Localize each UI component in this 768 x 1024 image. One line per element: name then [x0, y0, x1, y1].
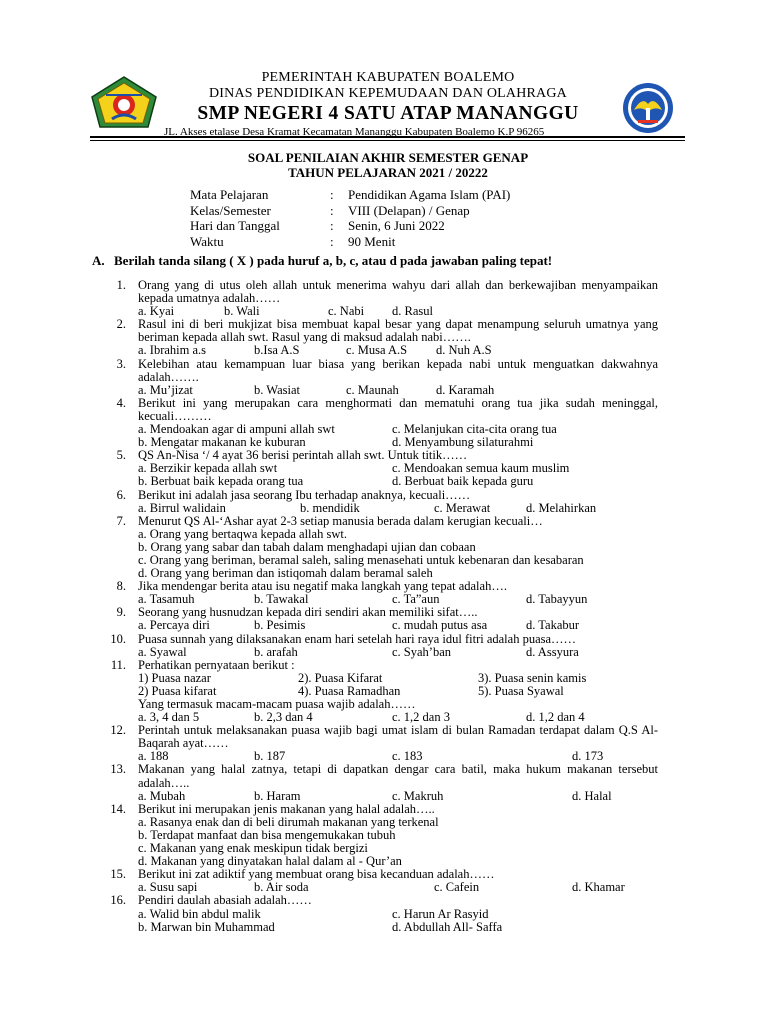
option-a[interactable]: a. Orang yang bertaqwa kepada allah swt. [138, 526, 347, 541]
question-text: Orang yang di utus oleh allah untuk menerima wahyu dari allah dan berkewajiban menyampaikan kepada umatnya adalah…… [138, 278, 658, 306]
question-item [96, 803, 658, 868]
option-d[interactable]: d. Tabayyun [526, 592, 588, 607]
options-row [138, 541, 658, 554]
info-value: 90 Menit [348, 233, 396, 249]
option-d[interactable]: d. Halal [572, 788, 612, 803]
info-label: Waktu [190, 233, 224, 249]
option-a[interactable]: a. Berzikir kepada allah swt [138, 461, 278, 476]
question-item [96, 279, 658, 318]
options-row [138, 619, 658, 632]
question-text: Perhatikan pernyataan berikut : [138, 657, 295, 672]
option-a[interactable]: a. Ibrahim a.s [138, 343, 207, 358]
options-row [138, 528, 658, 541]
options-row [138, 790, 658, 803]
option-c[interactable]: c. Cafein [434, 880, 480, 895]
option-d[interactable]: d. Melahirkan [526, 500, 597, 515]
department-line: DINAS PENDIDIKAN KEPEMUDAAN DAN OLAHRAGA [209, 86, 567, 101]
info-row-subject [190, 187, 510, 203]
option-a[interactable]: a. Syawal [138, 644, 187, 659]
option-a[interactable]: a. Percaya diri [138, 618, 210, 633]
question-text: Berikut ini merupakan jenis makanan yang halal adalah….. [138, 801, 435, 816]
section-label: A. [92, 253, 105, 268]
question-text: Menurut QS Al-‘Ashar ayat 2-3 setiap manusia berada dalam kerugian kecuali… [138, 513, 543, 528]
info-row-date [190, 218, 510, 234]
question-item [96, 358, 658, 397]
option-c[interactable]: c. Makanan yang enak meskipun tidak bergizi [138, 841, 368, 856]
academic-year: TAHUN PELAJARAN 2021 / 20222 [288, 165, 488, 180]
question-item [96, 515, 658, 580]
question-text: Rasul ini di beri mukjizat bisa membuat kapal besar yang dapat menampung seluruh umatnya yang beriman kepada allah swt. Rasul yang di maksud adalah nabi……. [138, 317, 658, 345]
statement-row [138, 685, 658, 698]
question-item [96, 894, 658, 933]
question-item [96, 633, 658, 659]
option-d[interactable]: d. Berbuat baik kepada guru [392, 474, 534, 489]
question-text: Makanan yang halal zatnya, tetapi di dapatkan dengar cara batil, maka hukum makanan tersebut adalah….. [138, 762, 658, 790]
exam-title: SOAL PENILAIAN AKHIR SEMESTER GENAP [247, 150, 529, 165]
question-number: 7. [116, 513, 126, 528]
options-row [138, 921, 658, 934]
option-d[interactable]: d. Karamah [436, 382, 495, 397]
question-number: 2. [116, 317, 126, 332]
options-row [138, 502, 658, 515]
option-d[interactable]: d. 1,2 dan 4 [526, 710, 585, 725]
options-row [138, 344, 658, 357]
option-d[interactable]: d. Menyambung silaturahmi [392, 435, 534, 450]
question-number: 10. [110, 631, 126, 646]
question-item [96, 489, 658, 515]
option-b[interactable]: b. arafah [254, 644, 298, 659]
question-item [96, 724, 658, 763]
option-d[interactable]: d. 173 [572, 749, 604, 764]
option-b[interactable]: b. mendidik [300, 500, 360, 515]
option-d[interactable]: d. Rasul [392, 304, 433, 319]
government-line: PEMERINTAH KABUPATEN BOALEMO [261, 70, 515, 85]
letterhead-rule-thin [90, 140, 685, 141]
question-number: 1. [116, 278, 126, 292]
question-number: 6. [116, 487, 126, 502]
option-c[interactable]: c. Merawat [434, 500, 491, 515]
option-b[interactable]: b. Air soda [254, 880, 309, 895]
question-text: Pendiri daulah abasiah adalah…… [138, 893, 312, 908]
statement-item: 1) Puasa nazar [138, 670, 211, 685]
option-c[interactable]: c. Harun Ar Rasyid [392, 906, 489, 921]
option-b[interactable]: b. Mengatar makanan ke kuburan [138, 435, 306, 450]
question-number: 11. [110, 657, 126, 672]
statement-row [138, 672, 658, 685]
info-colon: : [330, 187, 334, 202]
info-value: Senin, 6 Juni 2022 [348, 218, 445, 233]
info-colon: : [330, 202, 334, 218]
letterhead-rule-thick [90, 136, 685, 138]
question-number: 16. [110, 893, 126, 908]
option-b[interactable]: b. Wali [224, 304, 260, 319]
statement-item: 3). Puasa senin kamis [478, 670, 587, 685]
question-number: 3. [116, 356, 126, 371]
option-b[interactable]: b. Terdapat manfaat dan bisa mengemukakan tubuh [138, 827, 396, 842]
option-b[interactable]: b. Tawakal [254, 592, 309, 607]
statement-item: 5). Puasa Syawal [478, 683, 564, 698]
info-label: Kelas/Semester [190, 202, 271, 218]
option-d[interactable]: d. Orang yang beriman dan istiqomah dalam beramal saleh [138, 566, 433, 581]
option-b[interactable]: b. Berbuat baik kepada orang tua [138, 474, 304, 489]
question-number: 4. [116, 395, 126, 410]
option-b[interactable]: b. Orang yang sabar dan tabah dalam menghadapi ujian dan cobaan [138, 539, 476, 554]
question-item [96, 580, 658, 606]
question-item [96, 606, 658, 632]
question-item [96, 763, 658, 802]
question-list [96, 279, 658, 934]
question-item [96, 449, 658, 488]
option-c[interactable]: c. Melanjukan cita-cita orang tua [392, 422, 557, 437]
question-text: Berikut ini yang merupakan cara menghormati dan mematuhi orang tua jika sudah meninggal, kecuali……… [138, 395, 658, 423]
question-number: 12. [110, 723, 126, 738]
info-colon: : [330, 218, 334, 233]
question-item [96, 868, 658, 894]
question-number: 5. [116, 448, 126, 463]
option-a[interactable]: a. Mu’jizat [138, 382, 193, 397]
question-text: Puasa sunnah yang dilaksanakan enam hari setelah hari raya idul fitri adalah puasa…… [138, 631, 577, 646]
section-text: Berilah tanda silang ( X ) pada huruf a, b, c, atau d pada jawaban paling tepat! [114, 253, 553, 268]
option-b[interactable]: b. Wasiat [254, 382, 300, 397]
options-row [138, 384, 658, 397]
option-d[interactable]: d. Takabur [526, 618, 580, 633]
info-row-time [190, 234, 510, 250]
option-a[interactable]: a. Mubah [138, 788, 186, 803]
exam-info [190, 187, 510, 249]
letterhead [88, 70, 688, 138]
question-item [96, 318, 658, 357]
options-row [138, 908, 658, 921]
question-number: 8. [116, 579, 126, 594]
option-a[interactable]: a. 3, 4 dan 5 [138, 710, 200, 725]
option-d[interactable]: d. Khamar [572, 880, 625, 895]
option-d[interactable]: d. Nuh A.S [436, 343, 492, 358]
option-c[interactable]: c. Maunah [346, 382, 399, 397]
option-d[interactable]: d. Makanan yang dinyatakan halal dalam al - Qur’an [138, 854, 402, 869]
info-value: Pendidikan Agama Islam (PAI) [348, 187, 511, 202]
question-number: 15. [110, 867, 126, 882]
option-c[interactable]: c. Syah’ban [392, 644, 452, 659]
options-row [138, 816, 658, 829]
option-c[interactable]: c. mudah putus asa [392, 618, 488, 633]
option-c[interactable]: c. Nabi [328, 304, 365, 319]
statement-item: 4). Puasa Ramadhan [298, 683, 401, 698]
info-label: Mata Pelajaran [190, 187, 269, 202]
school-address: JL. Akses etalase Desa Kramat Kecamatan Mananggu Kabupaten Boalemo K.P 96265 [164, 126, 545, 138]
question-text-continued: Yang termasuk macam-macam puasa wajib adalah…… [138, 697, 416, 711]
option-c[interactable]: c. 1,2 dan 3 [392, 710, 450, 725]
option-b[interactable]: b. 187 [254, 749, 286, 764]
question-item [96, 659, 658, 724]
option-a[interactable]: a. Tasamuh [138, 592, 195, 607]
question-item [96, 397, 658, 449]
question-text: Berikut ini zat adiktif yang membuat orang bisa kecanduan adalah…… [138, 867, 495, 882]
option-c[interactable]: c. Makruh [392, 788, 444, 803]
option-c[interactable]: c. Orang yang beriman, beramal saleh, saling menasehati untuk kebenaran dan kesabaran [138, 552, 584, 567]
school-name: SMP NEGERI 4 SATU ATAP MANANGGU [197, 103, 579, 124]
option-c[interactable]: c. Ta”aun [392, 592, 440, 607]
option-b[interactable]: b.Isa A.S [254, 343, 300, 358]
options-row [138, 475, 658, 488]
option-d[interactable]: d. Abdullah All- Saffa [392, 919, 503, 934]
option-b[interactable]: b. 2,3 dan 4 [254, 710, 313, 725]
statement-item: 2). Puasa Kifarat [298, 670, 383, 685]
option-a[interactable]: a. Mendoakan agar di ampuni allah swt [138, 422, 335, 437]
statement-item: 2) Puasa kifarat [138, 683, 217, 698]
info-value: VIII (Delapan) / Genap [348, 202, 470, 218]
option-a[interactable]: a. Walid bin abdul malik [138, 906, 261, 921]
info-label: Hari dan Tanggal [190, 218, 280, 233]
option-b[interactable]: b. Haram [254, 788, 301, 803]
option-b[interactable]: b. Pesimis [254, 618, 306, 633]
option-c[interactable]: c. Mendoakan semua kaum muslim [392, 461, 570, 476]
option-b[interactable]: b. Marwan bin Muhammad [138, 919, 275, 934]
info-colon: : [330, 233, 334, 249]
option-a[interactable]: a. Kyai [138, 304, 175, 319]
question-text: Seorang yang husnudzan kepada diri sendiri akan memiliki sifat….. [138, 605, 478, 620]
info-row-class [190, 203, 510, 219]
option-c[interactable]: c. 183 [392, 749, 423, 764]
section-instruction [92, 253, 552, 269]
question-number: 9. [116, 605, 126, 620]
question-text: Kelebihan atau kemampuan luar biasa yang berikan kepada nabi untuk menguatkan dakwahnya adalah……. [138, 356, 658, 384]
question-number: 14. [110, 801, 126, 816]
options-row [138, 646, 658, 659]
question-text: Berikut ini adalah jasa seorang Ibu terhadap anaknya, kecuali…… [138, 487, 471, 502]
option-a[interactable]: a. 188 [138, 749, 169, 764]
option-c[interactable]: c. Musa A.S [346, 343, 408, 358]
question-number: 13. [110, 762, 126, 777]
option-a[interactable]: a. Rasanya enak dan di beli dirumah makanan yang terkenal [138, 814, 439, 829]
option-d[interactable]: d. Assyura [526, 644, 579, 659]
question-text: Perintah untuk melaksanakan puasa wajib bagi umat islam di bulan Ramadan terdapat dalam Q.S Al- Baqarah ayat…… [138, 723, 658, 751]
option-a[interactable]: a. Birrul walidain [138, 500, 226, 515]
question-text: Jika mendengar berita atau isu negatif maka langkah yang tepat adalah…. [138, 579, 507, 594]
question-text: QS An-Nisa ‘/ 4 ayat 36 berisi perintah allah swt. Untuk titik…… [138, 448, 468, 463]
option-a[interactable]: a. Susu sapi [138, 880, 198, 895]
